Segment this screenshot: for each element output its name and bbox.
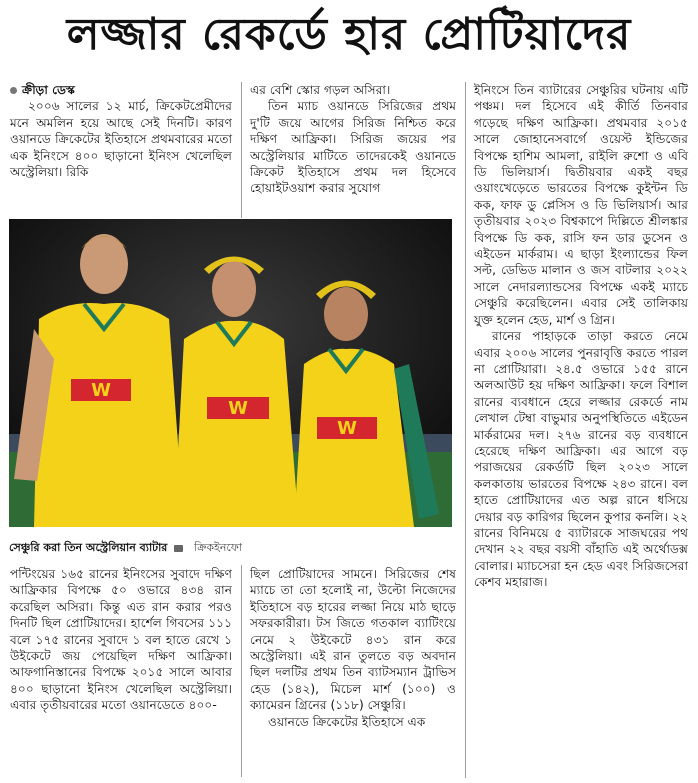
- photo-credit: ক্রিকইনফো: [194, 541, 243, 554]
- photo-caption: [9, 541, 242, 555]
- svg-text:W: W: [228, 398, 248, 419]
- byline-text: ক্রীড়া ডেস্ক: [22, 83, 75, 97]
- column-rule-right: [465, 82, 466, 778]
- column-rule-bottom: [241, 565, 242, 777]
- news-photo: [9, 219, 452, 527]
- article-column-1-top: [10, 82, 232, 180]
- bullet-icon: [10, 87, 17, 94]
- headline: লজ্জার রেকর্ডে হার প্রোটিয়াদের: [66, 9, 632, 60]
- camera-icon: [174, 545, 183, 552]
- caption-text: সেঞ্চুরি করা তিন অস্ট্রেলিয়ান ব্যাটার: [9, 541, 168, 554]
- svg-text:W: W: [91, 380, 111, 401]
- article-column-2-top: [250, 82, 456, 197]
- players-photo-illustration: [9, 219, 452, 527]
- paragraph: ইনিংসে তিন ব্যাটারের সেঞ্চুরির ঘটনায় এটি পঞ্চম। দল হিসেবে এই কীর্তি তিনবার গড়েছে দক্ষিণ আফ্রিকা। প্রথমবার ২০১৫ সালে জোহানেসবার্গে ওয়েস্ট ইন্ডিজের বিপক্ষে হাশিম আমলা, রাইলি রুশো ও এবি ডি ভিলিয়ার্স। দ্বিতীয়বার একই বছর ওয়াংখেড়েতে ভারতের বিপক্ষে কুইন্টন ডি কক, ফাফ ডু প্লেসিস ও ডি ভিলিয়ার্স। আর তৃতীয়বার ২০২৩ বিশ্বকাপে দিল্লিতে শ্রীলঙ্কার বিপক্ষে ডি কক, রাসি ফন ডার ডুসেন ও এইডেন মার্করাম। এ ছাড়া ইংল্যান্ডের ফিল সল্ট, ডেভিড মালান ও জস বাটলার ২০২২ সালে নেদারল্যান্ডসের বিপক্ষে একই ম্যাচে সেঞ্চুরি করেছিলেন। এবার সেই তালিকায় যুক্ত হলেন হেড, মার্শ ও গ্রিন।: [474, 83, 688, 327]
- article-column-3: [474, 82, 688, 591]
- paragraph: ছিল প্রোটিয়াদের সামনে। সিরিজের শেষ ম্যাচে তা তো হলোই না, উল্টো নিজেদের ইতিহাসে বড় হারের লজ্জা নিয়ে মাঠ ছাড়ে সফরকারীরা। টস জিতে গতকাল ব্যাটিংয়ে নেমে ২ উইকেটে ৪৩১ রান করে অস্ট্রেলিয়া। এই রান তুলতে বড় অবদান ছিল দলটির প্রথম তিন ব্যাটসম্যান ট্রাভিস হেড (১৪২), মিচেল মার্শ (১০০) ও ক্যামেরন গ্রিনের (১১৮) সেঞ্চুরি।: [250, 567, 456, 713]
- svg-text:W: W: [337, 418, 357, 439]
- paragraph: ২০০৬ সালের ১২ মার্চ, ক্রিকেটপ্রেমীদের মনে অমলিন হয়ে আছে সেই দিনটি। কারণ ওয়ানডে ক্রিকেটের ইতিহাসে প্রথমবারের মতো এক ইনিংসে ৪০০ ছাড়ানো ইনিংস খেলেছিল অস্ট্রেলিয়া। রিকি: [10, 99, 232, 180]
- paragraph: ওয়ানডে ক্রিকেটের ইতিহাসে এক: [268, 714, 426, 729]
- column-rule-left: [241, 82, 242, 218]
- paragraph: পন্টিংয়ের ১৬৫ রানের ইনিংসের সুবাদে দক্ষিণ আফ্রিকার বিপক্ষে ৫০ ওভারে ৪৩৪ রান করেছিল অসিরা। কিন্তু এত রান করার পরও দিনটি ছিল প্রোটিয়াদের। হার্শেল গিবসের ১১১ বলে ১৭৫ রানের সুবাদে ১ বল হাতে রেখে ১ উইকেটে জয় পেয়েছিল দক্ষিণ আফ্রিকা। আফগানিস্তানের বিপক্ষে ২০১৫ সালে আবার ৪০০ ছাড়ানো ইনিংস খেলেছিল অস্ট্রেলিয়া। এবার তৃতীয়বারের মতো ওয়ানডেতে ৪০০-: [10, 567, 232, 713]
- article-column-1-bottom: [10, 566, 232, 714]
- paragraph: রানের পাহাড়কে তাড়া করতে নেমে এবার ২০০৬ সালের পুনরাবৃত্তি করতে পারল না প্রোটিয়ারা। ২৪.৫ ওভারে ১৫৫ রানে অলআউট হয় দক্ষিণ আফ্রিকা। ফলে বিশাল রানের ব্যবধানে হেরে লজ্জার রেকর্ডে নাম লেখাল টেম্বা বাভুমার অনুপস্থিতিতে এইডেন মার্করামের দল। ২৭৬ রানের বড় ব্যবধানে হেরেছে দক্ষিণ আফ্রিকা। এর আগে বড় পরাজয়ের রেকর্ডটি ছিল ২০২৩ সালে কলকাতায় ভারতের বিপক্ষে ২৪৩ রানে। বল হাতে প্রোটিয়াদের এত অল্প রানে ধসিয়ে দেয়ার বড় কারিগর ছিলেন কুপার কনলি। ২২ রানের বিনিময়ে ৫ ব্যাটারকে সাজঘরের পথ দেখান ২২ বছর বয়সী বাঁহাতি এই অর্থোডক্স বোলার। ম্যাচসেরা হন হেড এবং সিরিজসেরা কেশব মহারাজ।: [474, 329, 688, 590]
- article-column-2-bottom: [250, 566, 456, 730]
- paragraph: এর বেশি স্কোর গড়ল অসিরা।: [250, 83, 391, 97]
- paragraph: তিন ম্যাচ ওয়ানডে সিরিজের প্রথম দু'টি জয়ে আগের সিরিজ নিশ্চিত করে দক্ষিণ আফ্রিকা। সিরিজ জয়ের পর অস্ট্রেলিয়ার মাটিতে তাদেরকেই ওয়ানডে ক্রিকেট ইতিহাসে প্রথম দল হিসেবে হোয়াইটওয়াশ করার সুযোগ: [250, 99, 456, 196]
- byline: [10, 82, 232, 98]
